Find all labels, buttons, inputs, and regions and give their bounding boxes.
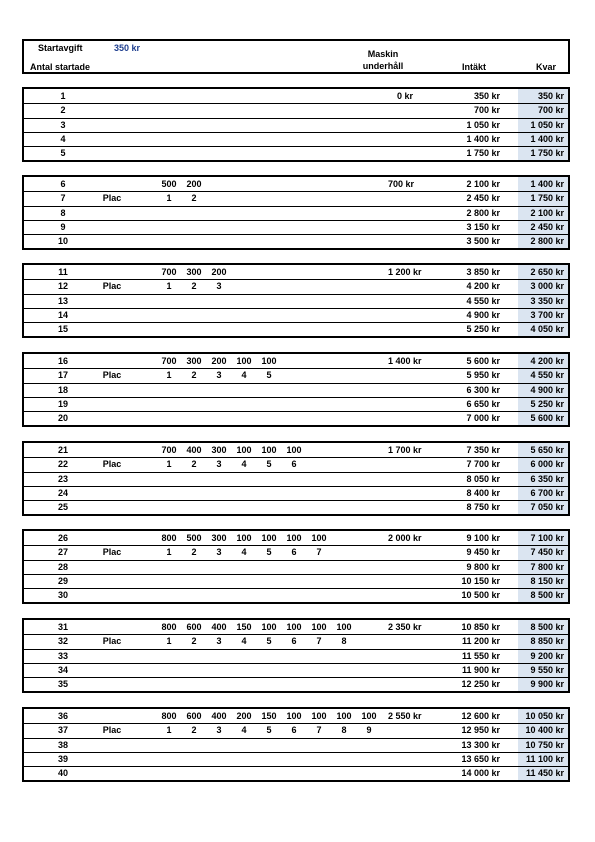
row-number: 38 [57,739,69,750]
row-number: 11 [58,267,68,277]
intakt-value: 11 550 kr [461,650,500,661]
intakt-value: 12 950 kr [461,725,500,736]
prize-amount: 150 [236,622,252,632]
prize-amount: 700 [161,356,177,366]
header-box [22,39,570,74]
row-divider [24,752,568,753]
intakt-value: 12 600 kr [461,711,500,721]
intakt-header: Intäkt [461,62,487,72]
placement-number: 3 [216,725,222,736]
intakt-value: 2 450 kr [466,193,500,204]
kvar-value: 350 kr [537,91,564,101]
row-number: 32 [57,636,69,647]
row-number: 22 [57,459,69,470]
placement-number: 7 [316,547,322,558]
row-divider [24,723,568,724]
plac-label: Plac [102,370,122,381]
row-number: 17 [57,370,69,381]
intakt-value: 4 550 kr [466,295,500,306]
group-box [22,707,570,782]
intakt-value: 9 800 kr [466,561,500,572]
kvar-value: 8 150 kr [530,575,564,586]
placement-number: 2 [191,193,197,204]
placement-number: 2 [191,459,197,470]
kvar-value: 1 750 kr [530,193,564,204]
row-divider [24,118,568,119]
plac-label: Plac [102,725,122,736]
kvar-value: 2 100 kr [530,207,564,218]
prize-amount: 100 [236,445,252,455]
prize-amount: 400 [186,445,202,455]
prize-amount: 100 [286,622,302,632]
prize-amount: 600 [186,711,202,721]
kvar-value: 2 800 kr [530,236,564,247]
intakt-value: 700 kr [473,105,500,116]
kvar-value: 10 750 kr [525,739,564,750]
group-box [22,263,570,338]
row-number: 15 [57,324,69,335]
row-divider [24,472,568,473]
row-divider [24,545,568,546]
intakt-value: 6 650 kr [466,398,500,409]
kvar-value: 1 400 kr [530,133,564,144]
row-divider [24,322,568,323]
row-number: 35 [57,679,69,690]
placement-number: 5 [266,370,272,381]
prize-amount: 200 [236,711,252,721]
group-box [22,618,570,693]
row-number: 37 [57,725,69,736]
row-divider [24,103,568,104]
row-divider [24,146,568,147]
kvar-value: 11 450 kr [525,768,564,779]
intakt-value: 5 600 kr [466,356,500,366]
row-divider [24,294,568,295]
prize-amount: 800 [161,533,177,543]
intakt-value: 4 900 kr [466,309,500,320]
kvar-value: 3 350 kr [530,295,564,306]
plac-label: Plac [102,459,122,470]
kvar-value: 7 050 kr [530,502,564,513]
placement-number: 2 [191,370,197,381]
intakt-value: 350 kr [473,91,500,101]
row-divider [24,191,568,192]
placement-number: 2 [191,725,197,736]
intakt-value: 14 000 kr [461,768,500,779]
underhall-label: underhåll [362,61,404,71]
intakt-value: 10 850 kr [461,622,500,632]
placement-number: 3 [216,281,222,292]
intakt-value: 9 450 kr [466,547,500,558]
prize-amount: 100 [311,533,327,543]
intakt-value: 3 500 kr [466,236,500,247]
prize-amount: 100 [261,533,277,543]
prize-amount: 100 [286,533,302,543]
placement-number: 4 [241,725,247,736]
row-number: 40 [57,768,69,779]
group-box [22,441,570,516]
prize-amount: 150 [261,711,277,721]
prize-amount: 100 [336,711,352,721]
kvar-header: Kvar [535,62,557,72]
placement-number: 5 [266,725,272,736]
kvar-value: 1 400 kr [530,179,564,189]
prize-amount: 100 [236,356,252,366]
group-box [22,529,570,604]
kvar-value: 4 050 kr [530,324,564,335]
prize-amount: 400 [211,711,227,721]
prize-amount: 100 [261,356,277,366]
row-number: 6 [60,179,66,189]
row-number: 33 [57,650,69,661]
row-number: 19 [57,398,69,409]
prize-amount: 500 [161,179,177,189]
row-divider [24,411,568,412]
group-box [22,352,570,427]
row-divider [24,132,568,133]
placement-number: 1 [166,193,172,204]
kvar-value: 1 050 kr [530,119,564,130]
prize-amount: 800 [161,622,177,632]
maskin-value: 2 550 kr [388,711,422,721]
row-divider [24,279,568,280]
row-number: 9 [60,221,66,232]
kvar-value: 8 500 kr [530,622,564,632]
prize-amount: 200 [211,356,227,366]
plac-label: Plac [102,281,122,292]
row-number: 18 [57,384,69,395]
kvar-value: 10 400 kr [525,725,564,736]
prize-amount: 100 [336,622,352,632]
prize-amount: 100 [311,711,327,721]
row-number: 23 [57,473,69,484]
placement-number: 1 [166,370,172,381]
placement-number: 5 [266,636,272,647]
placement-number: 6 [291,459,297,470]
placement-number: 1 [166,725,172,736]
maskin-value: 2 000 kr [388,533,422,543]
placement-number: 5 [266,547,272,558]
row-number: 20 [57,413,69,424]
row-number: 34 [57,664,69,675]
maskin-value: 0 kr [397,91,414,101]
placement-number: 3 [216,370,222,381]
kvar-value: 700 kr [537,105,564,116]
placement-number: 6 [291,547,297,558]
row-number: 39 [57,753,69,764]
placement-number: 9 [366,725,372,736]
row-number: 7 [60,193,66,204]
kvar-value: 9 200 kr [530,650,564,661]
row-number: 10 [57,236,69,247]
row-number: 14 [57,309,69,320]
plac-label: Plac [102,547,122,558]
maskin-value: 1 700 kr [388,445,422,455]
placement-number: 5 [266,459,272,470]
row-divider [24,588,568,589]
prize-amount: 100 [261,622,277,632]
intakt-value: 13 650 kr [461,753,500,764]
kvar-value: 5 250 kr [530,398,564,409]
placement-number: 2 [191,547,197,558]
prize-amount: 500 [186,533,202,543]
kvar-value: 9 900 kr [530,679,564,690]
row-number: 3 [60,119,66,130]
row-number: 27 [57,547,69,558]
row-divider [24,560,568,561]
row-number: 2 [60,105,66,116]
prize-amount: 200 [211,267,227,277]
placement-number: 7 [316,636,322,647]
placement-number: 1 [166,547,172,558]
intakt-value: 4 200 kr [466,281,500,292]
row-divider [24,368,568,369]
kvar-value: 9 550 kr [530,664,564,675]
antal-startade-label: Antal startade [30,62,91,72]
maskin-value: 1 400 kr [388,356,422,366]
plac-label: Plac [102,636,122,647]
intakt-value: 7 350 kr [466,445,500,455]
prize-amount: 200 [186,179,202,189]
intakt-value: 10 500 kr [461,590,500,601]
placement-number: 6 [291,636,297,647]
kvar-value: 2 450 kr [530,221,564,232]
row-divider [24,486,568,487]
intakt-value: 1 400 kr [466,133,500,144]
intakt-value: 1 750 kr [466,148,500,159]
row-divider [24,457,568,458]
prize-amount: 700 [161,267,177,277]
intakt-value: 2 100 kr [466,179,500,189]
row-number: 4 [60,133,66,144]
placement-number: 1 [166,636,172,647]
group-box [22,175,570,250]
intakt-value: 8 400 kr [466,487,500,498]
intakt-value: 7 700 kr [466,459,500,470]
row-number: 21 [57,445,69,455]
prize-amount: 600 [186,622,202,632]
kvar-value: 4 550 kr [530,370,564,381]
placement-number: 4 [241,547,247,558]
prize-amount: 800 [161,711,177,721]
prize-amount: 100 [361,711,377,721]
placement-number: 2 [191,281,197,292]
intakt-value: 10 150 kr [461,575,500,586]
row-divider [24,677,568,678]
intakt-value: 12 250 kr [461,679,500,690]
intakt-value: 6 300 kr [466,384,500,395]
kvar-value: 10 050 kr [525,711,564,721]
prize-amount: 300 [211,533,227,543]
row-divider [24,738,568,739]
kvar-value: 2 650 kr [530,267,564,277]
row-number: 12 [57,281,69,292]
kvar-value: 5 600 kr [530,413,564,424]
kvar-value: 7 800 kr [530,561,564,572]
row-number: 13 [57,295,69,306]
row-divider [24,206,568,207]
plac-label: Plac [102,193,122,204]
intakt-value: 5 250 kr [466,324,500,335]
prize-amount: 300 [211,445,227,455]
startavgift-label: Startavgift [38,43,83,53]
row-divider [24,220,568,221]
placement-number: 8 [341,636,347,647]
startavgift-value: 350 kr [114,43,141,53]
row-number: 29 [57,575,69,586]
intakt-value: 8 750 kr [466,502,500,513]
row-divider [24,397,568,398]
maskin-value: 1 200 kr [388,267,422,277]
prize-amount: 100 [261,445,277,455]
placement-number: 1 [166,281,172,292]
placement-number: 3 [216,459,222,470]
row-divider [24,634,568,635]
kvar-value: 6 700 kr [530,487,564,498]
row-number: 36 [57,711,69,721]
intakt-value: 3 150 kr [466,221,500,232]
maskin-value: 2 350 kr [388,622,422,632]
row-number: 24 [57,487,69,498]
kvar-value: 11 100 kr [525,753,564,764]
placement-number: 3 [216,547,222,558]
row-divider [24,649,568,650]
kvar-value: 4 200 kr [530,356,564,366]
row-number: 5 [60,148,66,159]
row-divider [24,766,568,767]
group-box [22,87,570,162]
row-divider [24,500,568,501]
kvar-value: 8 850 kr [530,636,564,647]
row-divider [24,308,568,309]
prize-amount: 700 [161,445,177,455]
kvar-value: 6 350 kr [530,473,564,484]
row-number: 16 [57,356,69,366]
placement-number: 2 [191,636,197,647]
intakt-value: 7 000 kr [466,413,500,424]
prize-amount: 300 [186,267,202,277]
row-number: 31 [57,622,69,632]
placement-number: 7 [316,725,322,736]
intakt-value: 1 050 kr [466,119,500,130]
kvar-value: 8 500 kr [530,590,564,601]
placement-number: 8 [341,725,347,736]
intakt-value: 11 900 kr [461,664,500,675]
intakt-value: 13 300 kr [461,739,500,750]
prize-amount: 100 [311,622,327,632]
row-number: 28 [57,561,69,572]
row-divider [24,574,568,575]
kvar-value: 3 000 kr [530,281,564,292]
kvar-value: 3 700 kr [530,309,564,320]
placement-number: 4 [241,370,247,381]
row-divider [24,383,568,384]
kvar-value: 7 450 kr [530,547,564,558]
kvar-value: 1 750 kr [530,148,564,159]
row-number: 8 [60,207,66,218]
intakt-value: 2 800 kr [466,207,500,218]
placement-number: 1 [166,459,172,470]
intakt-value: 11 200 kr [461,636,500,647]
row-number: 25 [57,502,69,513]
row-number: 1 [60,91,66,101]
intakt-value: 9 100 kr [466,533,500,543]
intakt-value: 8 050 kr [466,473,500,484]
intakt-value: 5 950 kr [466,370,500,381]
placement-number: 4 [241,636,247,647]
maskin-label: Maskin [367,49,399,59]
intakt-value: 3 850 kr [466,267,500,277]
prize-amount: 100 [286,445,302,455]
row-number: 26 [57,533,69,543]
kvar-value: 7 100 kr [530,533,564,543]
row-divider [24,663,568,664]
placement-number: 3 [216,636,222,647]
row-number: 30 [57,590,69,601]
kvar-value: 6 000 kr [530,459,564,470]
placement-number: 4 [241,459,247,470]
placement-number: 6 [291,725,297,736]
kvar-value: 4 900 kr [530,384,564,395]
prize-amount: 100 [236,533,252,543]
prize-amount: 300 [186,356,202,366]
row-divider [24,234,568,235]
prize-amount: 400 [211,622,227,632]
kvar-value: 5 650 kr [530,445,564,455]
prize-amount: 100 [286,711,302,721]
maskin-value: 700 kr [388,179,415,189]
